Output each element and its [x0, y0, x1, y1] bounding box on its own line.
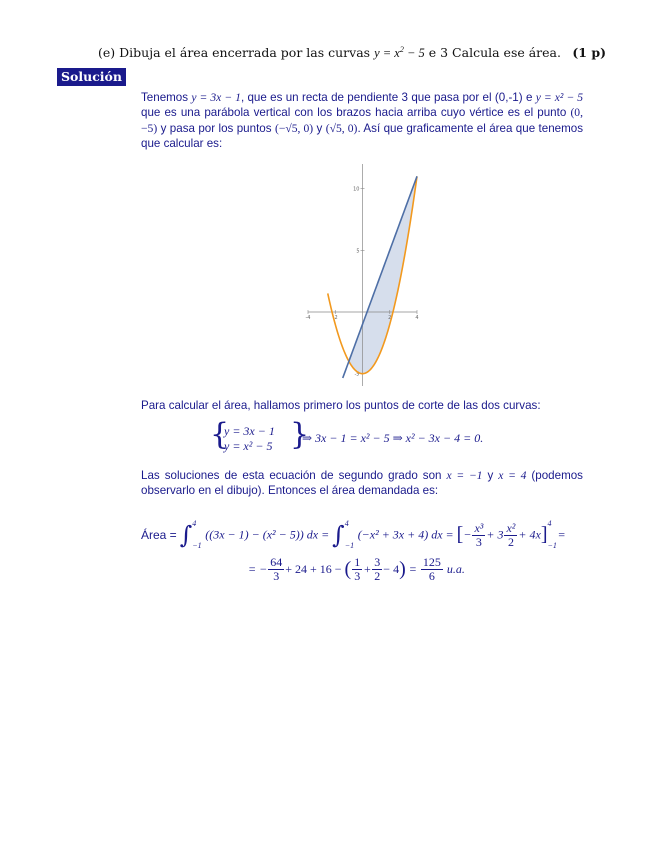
- paragraph-intersections: Para calcular el área, hallamos primero los puntos de corte de las dos curvas:: [141, 399, 541, 412]
- paragraph-intro: Tenemos y = 3x − 1, que es un recta de pendiente 3 que pasa por el (0,-1) e y = x² − 5 que es una parábola vertical con los brazos hacia arriba cuyo vértice es el punto (0, −5) y pasa por los puntos (−√5, 0) y (√5, 0). Así que graficamente el área que tenemos que calcular es:: [141, 91, 584, 151]
- integral-sign-1: ∫: [179, 521, 193, 549]
- y-tick-label: -5: [354, 371, 360, 378]
- question-text-before: Dibuja el área encerrada por las curvas: [119, 45, 375, 61]
- fraction-x3-3: $\frac{\text{x³}}{3}$: [474, 520, 484, 549]
- x-tick-label: -2: [332, 315, 338, 321]
- question-points: (1 p): [572, 45, 606, 60]
- area-integral-equation: Área = ∫ 4 −1 ((3x − 1) − (x² − 5)) dx = ∫ 4 −1 (−x² + 3x + 4) dx = [− $\frac{\text{x³}}{3}$ + 3 $\frac{\text{x²}}{2}$ + 4x] 4 −1 =: [141, 519, 566, 550]
- integrand-2: (−x² + 3x + 4) dx =: [357, 527, 454, 542]
- x-tick-label: 4: [415, 315, 419, 321]
- system-result: ⇒ 3x − 1 = x² − 5 ⇒ x² − 3x − 4 = 0.: [302, 431, 484, 445]
- system-row-1: y = 3x − 1: [224, 424, 275, 438]
- fraction-x2-2: $\frac{\text{x²}}{2}$: [506, 520, 516, 549]
- question-text-after: e 3 Calcula ese área.: [424, 45, 561, 61]
- area-result-equation: = − $\frac{64}{3}$ + 24 + 16 − ( $\frac{1}{3}$ + $\frac{3}{2}$ − 4) = $\frac{125}{6}$ u.a.: [248, 555, 465, 583]
- area-label: Área =: [141, 528, 177, 542]
- question-curve: $y = x^2 - 5$: [374, 45, 425, 61]
- fraction-3-2: $\frac{3}{2}$: [374, 555, 381, 583]
- y-tick-label: 5: [356, 248, 360, 255]
- x-tick-label: 2: [388, 315, 392, 321]
- left-brace: {: [210, 417, 230, 452]
- area-graph: [300, 160, 425, 392]
- integral-sign-2: ∫: [332, 521, 345, 549]
- solution-badge: Solución: [57, 68, 126, 86]
- fraction-64-3: $\frac{64}{3}$: [270, 555, 283, 583]
- system-row-2: y = x² − 5: [224, 439, 273, 453]
- right-brace: }: [290, 417, 310, 452]
- question-line: [98, 45, 606, 61]
- y-tick-label: 10: [353, 186, 360, 193]
- question-label: (e): [98, 45, 116, 61]
- integrand-1: ((3x − 1) − (x² − 5)) dx =: [205, 527, 330, 542]
- paragraph-solutions: Las soluciones de esta ecuación de segundo grado son x = −1 y x = 4 (podemos observarlo en el dibujo). Entonces el área demandada es:: [141, 469, 583, 498]
- fraction-1-3: $\frac{1}{3}$: [354, 555, 361, 583]
- fraction-125-6: $\frac{125}{6}$: [422, 555, 441, 583]
- x-tick-label: -4: [305, 315, 311, 321]
- area-units: u.a.: [446, 562, 465, 576]
